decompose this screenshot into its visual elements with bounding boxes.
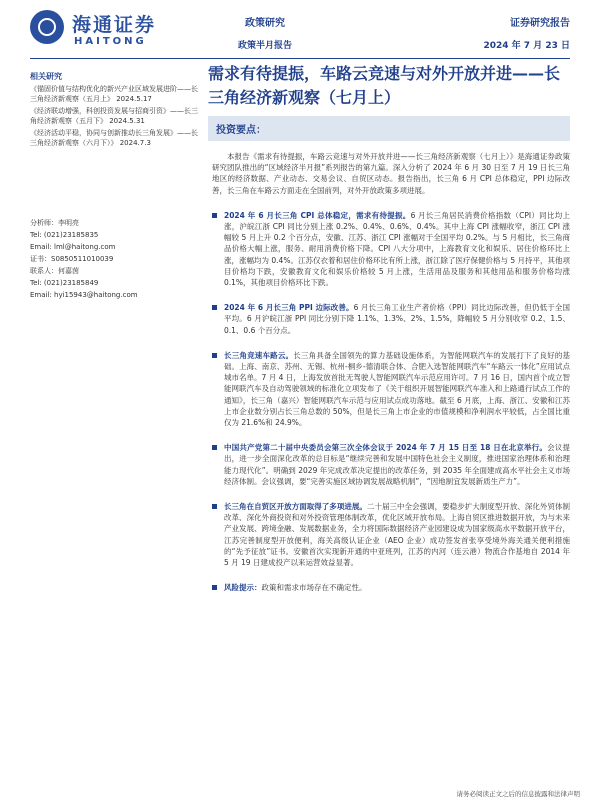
- bullet-lead: 长三角竞速车路云。: [224, 350, 294, 360]
- intro-paragraph: 本报告《需求有待提振，车路云竞速与对外开放并进——长三角经济新观察（七月上）》是海通证券政策研究团队推出的“区域经济半月报”系列报告的第九篇。深入分析了 2024 年 6 月 30 日至 7 月 19 日长三角地区的经济数据、产业动态、交易会议、自贸区动态。报告指出，长三角 6 月 CPI 总体稳定，PPI 边际改善，长三角在车路云方面走在全国前列，对外开放政策多项进展。: [212, 152, 570, 195]
- main-content: [208, 62, 570, 608]
- bullet-lead: 中国共产党第二十届中央委员会第三次全体会议于 2024 年 7 月 15 日至 18 日在北京举行。: [224, 443, 548, 453]
- related-report-item[interactable]: 《经济活动平稳，协同与创新推动长三角发展》——长三角经济新观察（六月下）》 2024.7.3: [30, 129, 198, 147]
- sidebar: [30, 72, 200, 302]
- bullet-square-icon: [212, 213, 217, 218]
- investment-highlights-heading: 投资要点：: [208, 116, 570, 141]
- bullet-risk-warning: [212, 582, 570, 593]
- bullet-text: 会议提出，进一步全面深化改革的总目标是“继续完善和发展中国特色社会主义制度，推进国家治理体系和治理能力现代化”。明确到 2029 年完成改革决定提出的改革任务，到 2035 年全面建成高水平社会主义市场经济体制。会议强调，要“完善实施区域协调发展战略机制”，“因地制宜发展新质生产力”。: [224, 443, 571, 486]
- report-type: 政策研究: [245, 18, 285, 29]
- bullet-cpi: [212, 210, 570, 288]
- contact-tel: Tel: (021)23185849: [30, 279, 99, 287]
- related-report-item[interactable]: 《锚固价值与结构优化的新兴产业区域发展进阶——长三角经济新观察（五月上》 2024.5.17: [30, 85, 198, 103]
- report-series: 政策半月报告: [237, 41, 292, 51]
- analyst-tel: Tel: (021)23185835: [30, 231, 99, 239]
- logo-chinese-name: 海通证券: [72, 14, 157, 36]
- bullet-lead: 2024 年 6 月长三角 PPI 边际改善。: [224, 303, 354, 313]
- analyst-info: [30, 218, 200, 300]
- bullet-text: 二十届三中全会强调，要稳步扩大制度型开放、深化外贸体制改革、深化外商投资和对外投资管理体制改革，优化区域开放布局。上海自贸区推进数据开放，为与未来产业发展、跨境金融、发展数据业务，全力将国际数据经济产业园建设成为国家级高水平数据开放平台，江苏完善制度型开放便利，海关高级认证企业（AEO 企业）成功签发首张享受境外海关通关便利措施的“先予征放”证书。安徽首次实现新开通的中亚班列，江苏的内河（连云港）物流合作基地自 2014 年 5 月 19 日建成投产以来运营效益显著。: [224, 502, 570, 568]
- contact-name: 联系人：何嘉茵: [30, 267, 79, 275]
- header-divider: [30, 58, 570, 59]
- disclaimer-footer: 请务必阅读正文之后的信息披露和法律声明: [456, 790, 580, 798]
- analyst-name: 分析师：李明亮: [30, 219, 79, 227]
- bullet-square-icon: [212, 445, 217, 450]
- contact-email[interactable]: Email: hyi15943@haitong.com: [30, 291, 138, 299]
- bullet-square-icon: [212, 504, 217, 509]
- haitong-logo: [30, 8, 160, 56]
- bullet-ppi: [212, 302, 570, 336]
- logo-english-name: HAITONG: [74, 36, 147, 47]
- haitong-logo-mark: [30, 10, 64, 44]
- report-title: 需求有待提振，车路云竞速与对外开放并进——长三角经济新观察（七月上）: [208, 64, 561, 107]
- bullet-text: 长三角具备全国领先的算力基础设施体系，为智能网联汽车的发展打下了良好的基础。上海、南京、苏州、无锡、杭州-桐乡-德清联合体、合肥入选智能网联汽车“车路云一体化”应用试点城市名单。7 月 4 日，上海发放首批无驾驶人智能网联汽车示范应用许可。7 月 16 日，国内首个成立智能网联汽车及自动驾驶领域的标准化立项发布了《关于组织开展智能网联汽车准入和上路通行试点工作的通知》，长三角（嘉兴）智能网联汽车示范与应用试点成功落地。截至 6 月底，上海、浙江、安徽和江苏上市企业数分别占长三角总数的 50%，但是长三角上市企业的市值规模和净利润水平较低，占全国比重仅为 21.6%和 24.9%。: [224, 350, 571, 428]
- analyst-certificate: 证书：S0850511010039: [30, 255, 114, 263]
- bullet-square-icon: [212, 585, 217, 590]
- bullet-square-icon: [212, 305, 217, 310]
- report-category: 证券研究报告: [510, 18, 570, 29]
- bullet-vehicle-road-cloud: [212, 350, 570, 428]
- bullet-text: 6 月长三角居民消费价格指数（CPI）同比均上涨，沪皖江浙 CPI 同比分别上涨 0.2%、0.4%、0.6%、0.4%。其中上海 CPI 涨幅收窄，浙江 CPI 涨幅较 5 月上升 0.2 个百分点，安徽、江苏、浙江 CPI 涨幅对于全国平均 0.2%。与 5 月相比，长三角商品价格大幅上涨，服务、耐用消费价格下降。CPI 八大分项中，上海教育文化和娱乐、居住价格环比上涨，涨幅均为 0.4%。江苏仅衣着和居住价格环比有所上涨，浙江除了医疗保健价格与 5 月持平，其他项目价格均下跌，安徽教育文化和娱乐价格较 5 月上涨，生活用品及服务和其他用品和服务价格均涨 0.1%，其他项目价格环比下跌。: [224, 210, 570, 288]
- bullet-text: 6 月长三角工业生产者价格（PPI）同比边际改善，但仍低于全国平均。6 月沪皖江浙 PPI 同比分别下降 1.1%、1.3%、2%、1.5%，降幅较 5 月分别收窄 0.2、1.5、0.1、0.6 个百分点。: [224, 303, 570, 335]
- bullet-square-icon: [212, 353, 217, 358]
- bullet-lead: 长三角在自贸区开放方面取得了多项进展。: [224, 502, 367, 512]
- bullet-free-trade-zone: [212, 501, 570, 568]
- report-date: 2024 年 7 月 23 日: [483, 41, 570, 51]
- bullet-lead: 2024 年 6 月长三角 CPI 总体稳定，需求有待提振。: [224, 210, 411, 220]
- related-report-item[interactable]: 《经济联动增强，科创投资发展与招商引资》——长三角经济新观察（五月下》 2024.5.31: [30, 107, 198, 125]
- bullet-lead: 风险提示：: [224, 583, 262, 593]
- related-research-title: 相关研究: [30, 72, 62, 81]
- bullet-text: 政策和需求市场存在不确定性。: [261, 583, 367, 593]
- analyst-email[interactable]: Email: lml@haitong.com: [30, 243, 116, 251]
- bullet-third-plenum: [212, 442, 570, 487]
